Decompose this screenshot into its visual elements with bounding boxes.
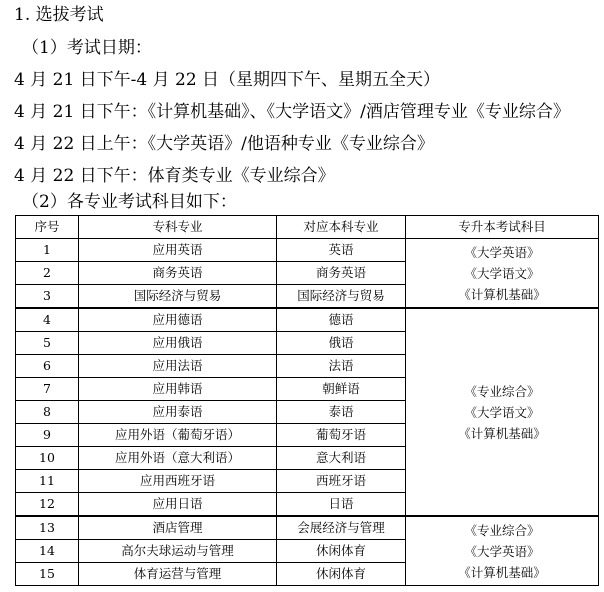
undergrad-major: 英语 xyxy=(277,239,406,262)
row-index: 12 xyxy=(16,493,79,517)
subject-group-3 xyxy=(406,516,599,586)
date-line-3: 4 月 22 日上午：《大学英语》/他语种专业《专业综合》 xyxy=(14,134,434,154)
college-major: 国际经济与贸易 xyxy=(79,285,277,309)
undergrad-major: 葡萄牙语 xyxy=(277,424,406,447)
college-major: 体育运营与管理 xyxy=(79,563,277,586)
subject-item: 《大学英语》 xyxy=(464,244,540,260)
undergrad-major: 俄语 xyxy=(277,332,406,355)
row-index: 10 xyxy=(16,447,79,470)
row-index: 3 xyxy=(16,285,79,309)
subjects-heading: （2）各专业考试科目如下： xyxy=(22,192,237,212)
college-major: 酒店管理 xyxy=(79,516,277,540)
exam-subjects-table xyxy=(15,215,599,586)
date-line-1: 4 月 21 日下午-4 月 22 日（星期四下午、星期五全天） xyxy=(14,70,441,90)
college-major: 应用外语（意大利语） xyxy=(79,447,277,470)
college-major: 应用英语 xyxy=(79,239,277,262)
college-major: 应用泰语 xyxy=(79,401,277,424)
college-major: 应用法语 xyxy=(79,355,277,378)
college-major: 高尔夫球运动与管理 xyxy=(79,540,277,563)
college-major: 应用西班牙语 xyxy=(79,470,277,493)
subject-item: 《专业综合》 xyxy=(464,383,540,399)
row-index: 14 xyxy=(16,540,79,563)
table-row xyxy=(16,239,599,262)
college-major: 应用外语（葡萄牙语） xyxy=(79,424,277,447)
subject-group-2 xyxy=(406,308,599,516)
table-row xyxy=(16,516,599,540)
subject-item: 《计算机基础》 xyxy=(458,564,546,580)
row-index: 2 xyxy=(16,262,79,285)
row-index: 5 xyxy=(16,332,79,355)
undergrad-major: 意大利语 xyxy=(277,447,406,470)
subject-item: 《大学语文》 xyxy=(464,265,540,281)
college-major: 应用德语 xyxy=(79,308,277,332)
undergrad-major: 西班牙语 xyxy=(277,470,406,493)
undergrad-major: 法语 xyxy=(277,355,406,378)
header-index: 序号 xyxy=(16,216,79,239)
college-major: 应用日语 xyxy=(79,493,277,517)
undergrad-major: 泰语 xyxy=(277,401,406,424)
header-undergrad-major: 对应本科专业 xyxy=(277,216,406,239)
undergrad-major: 商务英语 xyxy=(277,262,406,285)
row-index: 15 xyxy=(16,563,79,586)
undergrad-major: 会展经济与管理 xyxy=(277,516,406,540)
undergrad-major: 德语 xyxy=(277,308,406,332)
subject-item: 《大学语文》 xyxy=(464,404,540,420)
table-row xyxy=(16,308,599,332)
section-heading: 1. 选拔考试 xyxy=(14,5,104,25)
undergrad-major: 国际经济与贸易 xyxy=(277,285,406,309)
undergrad-major: 日语 xyxy=(277,493,406,517)
date-line-4: 4 月 22 日下午：体育类专业《专业综合》 xyxy=(14,166,335,186)
college-major: 应用韩语 xyxy=(79,378,277,401)
undergrad-major: 休闲体育 xyxy=(277,540,406,563)
row-index: 9 xyxy=(16,424,79,447)
subject-item: 《计算机基础》 xyxy=(458,286,546,302)
row-index: 6 xyxy=(16,355,79,378)
subject-group-1 xyxy=(406,239,599,309)
row-index: 4 xyxy=(16,308,79,332)
subject-item: 《专业综合》 xyxy=(464,522,540,538)
row-index: 13 xyxy=(16,516,79,540)
college-major: 应用俄语 xyxy=(79,332,277,355)
header-exam-subjects: 专升本考试科目 xyxy=(406,216,599,239)
table-header-row xyxy=(16,216,599,239)
date-line-2: 4 月 21 日下午：《计算机基础》、《大学语文》/酒店管理专业《专业综合》 xyxy=(14,102,570,122)
subject-item: 《计算机基础》 xyxy=(458,425,546,441)
row-index: 11 xyxy=(16,470,79,493)
row-index: 7 xyxy=(16,378,79,401)
header-college-major: 专科专业 xyxy=(79,216,277,239)
row-index: 8 xyxy=(16,401,79,424)
date-heading: （1）考试日期： xyxy=(22,38,152,58)
row-index: 1 xyxy=(16,239,79,262)
college-major: 商务英语 xyxy=(79,262,277,285)
subject-item: 《大学英语》 xyxy=(464,543,540,559)
undergrad-major: 朝鲜语 xyxy=(277,378,406,401)
undergrad-major: 休闲体育 xyxy=(277,563,406,586)
